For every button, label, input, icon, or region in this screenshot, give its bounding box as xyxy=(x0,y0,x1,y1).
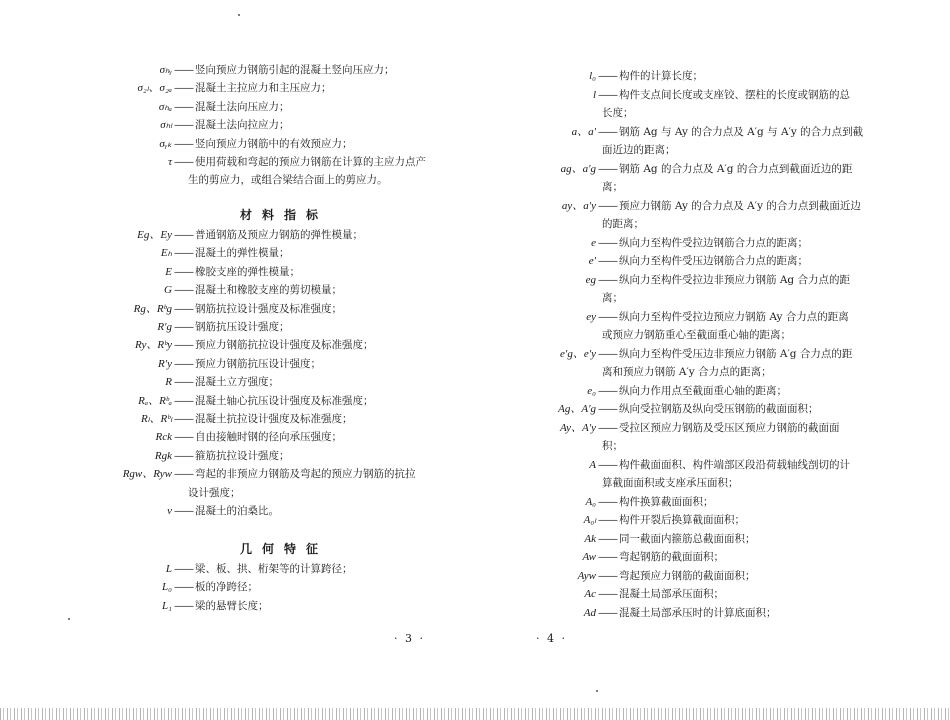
definition-text: 构件截面面积、构件端部区段沿荷载轴线剖切的计 xyxy=(619,458,850,471)
symbol-row xyxy=(530,548,724,566)
symbol-row xyxy=(530,493,714,511)
symbol-row xyxy=(602,474,739,492)
dash: —— xyxy=(174,563,193,575)
symbol-row xyxy=(530,67,703,85)
symbol-row xyxy=(602,178,623,196)
symbol-row xyxy=(188,484,241,502)
symbol-row xyxy=(98,410,353,428)
symbol-row xyxy=(98,373,279,391)
dash: —— xyxy=(174,413,193,425)
symbol-row xyxy=(530,585,724,603)
dash: —— xyxy=(598,514,617,526)
symbol-row xyxy=(98,336,374,354)
scan-speck xyxy=(238,14,240,16)
dash: —— xyxy=(174,302,193,315)
definition-text: 混凝土法向压应力； xyxy=(195,100,290,113)
definition-text: 离和预应力钢筋 A′y 合力点的距离； xyxy=(602,366,772,378)
symbol-row xyxy=(98,318,290,336)
dash: —— xyxy=(174,339,193,352)
dash: —— xyxy=(174,229,193,241)
symbol-row xyxy=(530,419,840,437)
symbol-row xyxy=(530,400,819,418)
definition-text: 预应力钢筋抗拉设计强度及标准强度； xyxy=(195,339,374,352)
symbol: L₁ xyxy=(162,599,172,612)
symbol: Eg、Ey xyxy=(137,229,172,241)
dash: —— xyxy=(598,273,617,286)
definition-text: 钢筋抗拉设计强度及标准强度； xyxy=(195,302,342,315)
dash: —— xyxy=(174,156,193,168)
symbol-row xyxy=(602,289,623,307)
dash: —— xyxy=(174,599,193,612)
definition-text: 同一截面内箍筋总截面面积； xyxy=(619,532,756,545)
dash: —— xyxy=(598,70,617,82)
symbol: e′ xyxy=(588,255,596,267)
symbol-row xyxy=(530,567,756,585)
dash: —— xyxy=(174,137,193,150)
section-heading-materials: 材料指标 xyxy=(240,208,329,222)
definition-text: 构件换算截面面积； xyxy=(619,495,714,508)
symbol-row xyxy=(98,578,258,596)
symbol-row xyxy=(98,153,426,171)
definition-text: 弯起预应力钢筋的截面面积； xyxy=(619,569,756,582)
definition-text: 使用荷载和弯起的预应力钢筋在计算的主应力点产 xyxy=(195,156,426,168)
dash: —— xyxy=(598,532,617,545)
dash: —— xyxy=(598,199,617,212)
definition-text: 混凝土法向拉应力； xyxy=(195,119,290,132)
symbol-row xyxy=(98,300,342,318)
symbol-row xyxy=(98,355,321,373)
definition-text: 竖向预应力钢筋引起的混凝土竖向压应力； xyxy=(195,64,395,76)
dash: —— xyxy=(174,505,193,517)
symbol: e′g、e′y xyxy=(560,347,596,360)
symbol: L xyxy=(165,563,172,575)
definition-text: 设计强度； xyxy=(188,486,241,499)
symbol: σₕᵧ xyxy=(159,64,172,76)
dash: —— xyxy=(598,236,617,249)
symbol-row xyxy=(530,604,777,622)
definition-text: 预应力钢筋抗压设计强度； xyxy=(195,357,321,370)
definition-text: 箍筋抗拉设计强度； xyxy=(195,449,290,462)
symbol: A₀ xyxy=(585,495,596,508)
definition-text: 或预应力钢筋重心至截面重心轴的距离； xyxy=(602,329,791,341)
symbol: Ag、A′g xyxy=(558,403,596,415)
definition-text: 竖向预应力钢筋中的有效预应力； xyxy=(195,137,353,150)
symbol: L₀ xyxy=(162,581,172,594)
dash: —— xyxy=(174,321,193,333)
symbol: ay、a′y xyxy=(561,199,596,212)
dash: —— xyxy=(598,421,617,434)
symbol-row xyxy=(530,345,852,363)
dash: —— xyxy=(598,310,617,323)
dash: —— xyxy=(598,347,617,360)
symbol-row xyxy=(98,98,290,116)
dash: —— xyxy=(174,394,193,407)
symbol: eg xyxy=(585,273,596,286)
symbol-row xyxy=(98,135,353,153)
symbol-row xyxy=(602,326,791,344)
symbol-row xyxy=(530,382,787,400)
definition-text: 纵向力作用点至截面重心轴的距离； xyxy=(619,384,787,397)
symbol: R xyxy=(165,376,172,389)
symbol-row xyxy=(602,437,623,455)
dash: —— xyxy=(598,495,617,508)
dash: —— xyxy=(598,88,617,101)
scan-speck xyxy=(596,690,598,692)
symbol: Ac xyxy=(584,588,596,600)
symbol: A₀ₗ xyxy=(583,514,596,526)
definition-text: 板的净跨径； xyxy=(195,581,258,594)
definition-text: 生的剪应力，或组合梁结合面上的剪应力。 xyxy=(188,174,388,187)
symbol-row xyxy=(98,79,332,97)
dash: —— xyxy=(598,384,617,397)
symbol: G xyxy=(164,284,172,297)
symbol: Rgw、Ryw xyxy=(122,468,172,481)
symbol: σₕₗ xyxy=(160,119,172,132)
definition-text: 钢筋抗压设计强度； xyxy=(195,321,290,333)
symbol: l xyxy=(592,88,596,101)
definition-text: 弯起钢筋的截面面积； xyxy=(619,551,724,563)
page-number: · 4 · xyxy=(536,632,567,645)
symbol: e₀ xyxy=(587,384,596,397)
definition-text: 混凝土的弹性模量； xyxy=(195,247,290,260)
symbol-row xyxy=(602,141,676,159)
symbol-row xyxy=(98,226,363,244)
dash: —— xyxy=(598,458,617,471)
dash: —— xyxy=(174,431,193,444)
dash: —— xyxy=(174,449,193,462)
symbol-row xyxy=(530,308,849,326)
definition-text: 离； xyxy=(602,181,623,193)
symbol-row xyxy=(530,252,808,270)
dash: —— xyxy=(598,125,617,138)
definition-text: 预应力钢筋 Ay 的合力点及 A′y 的合力点到截面近边 xyxy=(619,199,861,212)
page-number: · 3 · xyxy=(394,632,425,645)
symbol-row xyxy=(530,86,850,104)
dash: —— xyxy=(174,119,193,132)
symbol: Ay、A′y xyxy=(559,421,596,434)
symbol-row xyxy=(530,234,808,252)
dash: —— xyxy=(598,403,617,415)
definition-text: 受拉区预应力钢筋及受压区预应力钢筋的截面面 xyxy=(619,421,840,434)
symbol: e xyxy=(591,236,596,249)
dash: —— xyxy=(174,376,193,389)
symbol-row xyxy=(98,281,342,299)
symbol: Ak xyxy=(584,532,596,545)
definition-text: 自由接触时钢的径向承压强度； xyxy=(195,431,342,444)
dash: —— xyxy=(174,82,193,95)
definition-text: 橡胶支座的弹性模量； xyxy=(195,265,300,278)
definition-text: 普通钢筋及预应力钢筋的弹性模量； xyxy=(195,229,363,241)
symbol: Aw xyxy=(582,551,596,563)
symbol-row xyxy=(530,160,852,178)
definition-text: 纵向力至构件受拉边非预应力钢筋 Ag 合力点的距 xyxy=(619,273,850,286)
dash: —— xyxy=(598,162,617,175)
definition-text: 混凝土主拉应力和主压应力； xyxy=(195,82,332,95)
symbol-row xyxy=(98,428,342,446)
dash: —— xyxy=(174,64,193,76)
symbol-row xyxy=(530,511,745,529)
symbol-row xyxy=(98,244,290,262)
dash: —— xyxy=(174,247,193,260)
symbol: ey xyxy=(586,310,596,323)
definition-text: 的距离； xyxy=(602,218,644,230)
symbol-row xyxy=(98,61,395,79)
symbol: Rck xyxy=(155,431,172,444)
symbol: l₀ xyxy=(589,70,596,82)
definition-text: 混凝土立方强度； xyxy=(195,376,279,389)
definition-text: 混凝土轴心抗压设计强度及标准强度； xyxy=(195,394,374,407)
symbol: Rg、Rᵇg xyxy=(133,302,172,315)
definition-text: 纵向力至构件受拉边预应力钢筋 Ay 合力点的距离 xyxy=(619,310,849,323)
symbol: Rₗ、Rᵇₗ xyxy=(140,413,172,425)
definition-text: 构件开裂后换算截面面积； xyxy=(619,514,745,526)
definition-text: 离； xyxy=(602,292,623,304)
dash: —— xyxy=(174,357,193,370)
definition-text: 算截面面积或支座承压面积； xyxy=(602,477,739,489)
definition-text: 构件支点间长度或支座铰、摆柱的长度或钢筋的总 xyxy=(619,88,850,101)
definition-text: 钢筋 Ag 与 Ay 的合力点及 A′g 与 A′y 的合力点到截 xyxy=(619,125,864,138)
definition-text: 纵向力至构件受压边钢筋合力点的距离； xyxy=(619,255,808,267)
definition-text: 混凝土局部承压面积； xyxy=(619,588,724,600)
symbol: Rₐ、Rᵇₐ xyxy=(138,394,172,407)
symbol-row xyxy=(602,215,644,233)
definition-text: 构件的计算长度； xyxy=(619,70,703,82)
symbol: A xyxy=(589,458,596,471)
symbol-row xyxy=(530,530,756,548)
symbol: Ry、Rᵇy xyxy=(135,339,172,352)
symbol: R′g xyxy=(157,321,172,333)
dash: —— xyxy=(598,606,617,619)
symbol: Rgk xyxy=(154,449,172,462)
symbol: E xyxy=(165,265,172,278)
definition-text: 面近边的距离； xyxy=(602,144,676,156)
symbol-row xyxy=(602,104,634,122)
symbol: ag、a′g xyxy=(560,162,596,175)
symbol-row xyxy=(98,447,290,465)
definition-text: 纵向受拉钢筋及纵向受压钢筋的截面面积； xyxy=(619,403,819,415)
definition-text: 梁的悬臂长度； xyxy=(195,599,269,612)
definition-text: 纵向力至构件受压边非预应力钢筋 A′g 合力点的距 xyxy=(619,347,853,360)
symbol-row xyxy=(98,502,279,520)
symbol: a、a′ xyxy=(571,125,596,138)
dash: —— xyxy=(598,588,617,600)
definition-text: 弯起的非预应力钢筋及弯起的预应力钢筋的抗拉 xyxy=(195,468,416,481)
symbol: R′y xyxy=(157,357,172,370)
definition-text: 纵向力至构件受拉边钢筋合力点的距离； xyxy=(619,236,808,249)
symbol-row xyxy=(530,123,863,141)
definition-text: 混凝土抗拉设计强度及标准强度； xyxy=(195,413,353,425)
symbol-row xyxy=(530,271,850,289)
symbol: Ayw xyxy=(577,569,596,582)
symbol: σᵧₖ xyxy=(159,137,172,150)
definition-text: 长度； xyxy=(602,107,634,119)
symbol-row xyxy=(98,263,300,281)
scan-edge-noise xyxy=(0,708,950,720)
dash: —— xyxy=(174,284,193,297)
dash: —— xyxy=(598,569,617,582)
dash: —— xyxy=(598,551,617,563)
symbol-row xyxy=(98,597,269,615)
symbol-row xyxy=(98,116,290,134)
dash: —— xyxy=(174,468,193,481)
definition-text: 积； xyxy=(602,440,623,452)
symbol: Eₕ xyxy=(160,247,172,260)
dash: —— xyxy=(174,265,193,278)
section-heading-geometry: 几何特征 xyxy=(240,542,329,556)
definition-text: 混凝土的泊桑比。 xyxy=(195,505,279,517)
symbol-row xyxy=(530,197,861,215)
symbol: ν xyxy=(167,505,172,517)
symbol: σₕₐ xyxy=(158,100,172,113)
symbol-row xyxy=(98,392,374,410)
definition-text: 梁、板、拱、桁架等的计算跨径； xyxy=(195,563,353,575)
definition-text: 钢筋 Ag 的合力点及 A′g 的合力点到截面近边的距 xyxy=(619,162,853,175)
symbol: τ xyxy=(168,156,172,168)
dash: —— xyxy=(174,581,193,594)
symbol-row xyxy=(98,465,416,483)
symbol-row xyxy=(602,363,772,381)
definition-text: 混凝土局部承压时的计算底面积； xyxy=(619,606,777,619)
symbol-row xyxy=(98,560,353,578)
symbol-row xyxy=(530,456,850,474)
symbol: Ad xyxy=(583,606,596,619)
symbol: σ₂ₗ、σ₂ₐ xyxy=(137,82,172,95)
definition-text: 混凝土和橡胶支座的剪切模量； xyxy=(195,284,342,297)
dash: —— xyxy=(174,100,193,113)
scan-speck xyxy=(68,618,70,620)
dash: —— xyxy=(598,255,617,267)
symbol-row xyxy=(188,171,388,189)
